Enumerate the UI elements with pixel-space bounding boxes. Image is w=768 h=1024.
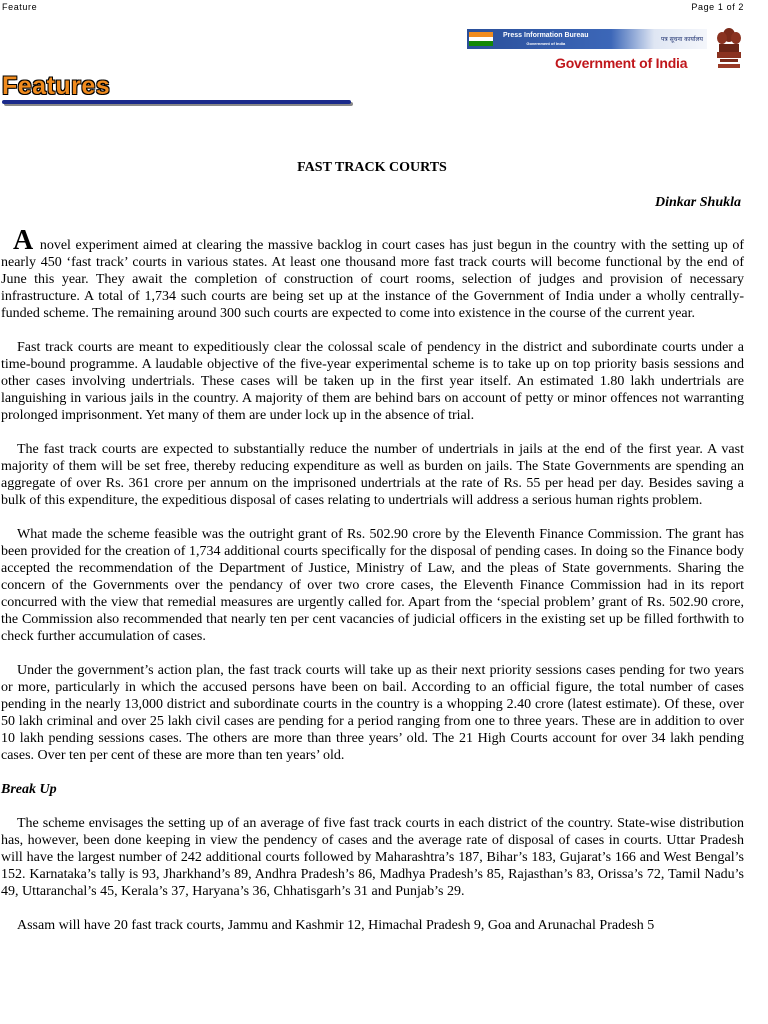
paragraph-6: The scheme envisages the setting up of an average of five fast track courts in each district of the country. State-wise distribution has, however, been done keeping in view the pendency of cases and the average rate of disposal of cases in courts. Uttar Pradesh will have the largest number of 242 additional courts followed by Maharashtra’s 187, Bihar’s 183, Gujarat’s 166 and West Bengal’s 152. Karnataka’s tally is 93, Jharkhand’s 89, Andhra Pradesh’s 86, Madhya Pradesh’s 85, Rajasthan’s 83, Orissa’s 72, Tamil Nadu’s 49, Uttaranchal’s 45, Kerala’s 37, Haryana’s 36, Chhatisgarh’s 31 and Punjab’s 29. (1, 816, 744, 899)
paragraph-1 (1, 225, 744, 322)
paragraph-5: Under the government’s action plan, the fast track courts will take up as their next priority sessions cases pending for two years or more, particularly in which the accused persons have been on bail. According to an official figure, the total number of cases pending in the nearly 13,000 district and subordinate courts in the country is a whopping 2.40 crore (latest estimate). Of these, over 50 lakh criminal and over 25 lakh civil cases are pending for a period ranging from one to three years. These are in addition to over 10 lakh pending sessions cases. The others are more than three years’ old. The 21 High Courts account for over 34 lakh pending cases. Over ten per cent of these are more than ten years’ old. (1, 663, 744, 763)
section-title-underline (2, 100, 351, 104)
pib-banner (467, 29, 707, 49)
subheading-break-up: Break Up (1, 782, 57, 797)
flag-icon (469, 32, 493, 46)
paragraph-2: Fast track courts are meant to expeditiously clear the colossal scale of pendency in the district and subordinate courts under a time-bound programme. A laudable objective of the five-year experimental scheme is to take up on top priority basis sessions and other cases involving undertrials. These cases will be taken up in the first year itself. An estimated 1.80 lakh undertrials are languishing in various jails in the country. A majority of them are behind bars on account of petty or minor offences not warranting prolonged imprisonment. Yet many of them are under lock up in the absence of trial. (1, 340, 744, 423)
pib-title (503, 32, 589, 47)
drop-cap: A (13, 225, 34, 256)
section-title: Features (2, 72, 111, 100)
article-title: FAST TRACK COURTS (297, 160, 447, 175)
paragraph-7: Assam will have 20 fast track courts, Jammu and Kashmir 12, Himachal Pradesh 9, Goa and Arunachal Pradesh 5 (17, 918, 655, 933)
article-body (1, 225, 744, 951)
article-author: Dinkar Shukla (655, 195, 741, 210)
paragraph-4: What made the scheme feasible was the outright grant of Rs. 502.90 crore by the Eleventh Finance Commission. The grant has been provided for the creation of 1,734 additional courts specifically for the disposal of pending cases. In doing so the Finance body accepted the recommendation of the Department of Justice, Ministry of Law, and the pleas of State governments. Sharing the concern of the Governments over the pendancy of over two crore cases, the Eleventh Finance Commission had in its report concurred with the view that remedial measures are urgently called for. Apart from the ‘special problem’ grant of Rs. 502.90 crore, the Commission also recommended that nearly ten per cent vacancies of judicial officers in the existing set up be filled forthwith to check further accumulation of cases. (1, 527, 744, 644)
government-of-india-logo-text: Government of India (555, 55, 688, 71)
paragraph-1-text: novel experiment aimed at clearing the massive backlog in court cases has just begun in the country with the setting up of nearly 450 ‘fast track’ courts in various states. At least one thousand more fast track courts will become functional by the end of June this year. They await the completion of construction of court rooms, selection of judges and provision of necessary infrastructure. A total of 1,734 such courts are being set up at the instance of the Government of India under a wholly centrally-funded scheme. The remaining around 300 such courts are expected to come into existence in the course of the current year. (1, 238, 744, 321)
pib-hindi-title: पत्र सूचना कार्यालय (660, 36, 703, 43)
page-header-left: Feature (2, 2, 38, 12)
page-number: Page 1 of 2 (691, 2, 744, 12)
paragraph-3: The fast track courts are expected to substantially reduce the number of undertrials in jails at the end of the first year. A vast majority of them will be set free, thereby reducing expenditure as well as burden on jails. The State Governments are spending an aggregate of over Rs. 361 crore per annum on the imprisoned undertrials at the rate of Rs. 55 per head per day. Besides saving a bulk of this expenditure, the expeditious disposal of cases relating to undertrials will address a serious human rights problem. (1, 442, 744, 508)
pib-subtitle: Government of India (526, 40, 566, 46)
national-emblem-icon (716, 26, 742, 70)
pib-title-text: Press Information Bureau (503, 31, 589, 39)
